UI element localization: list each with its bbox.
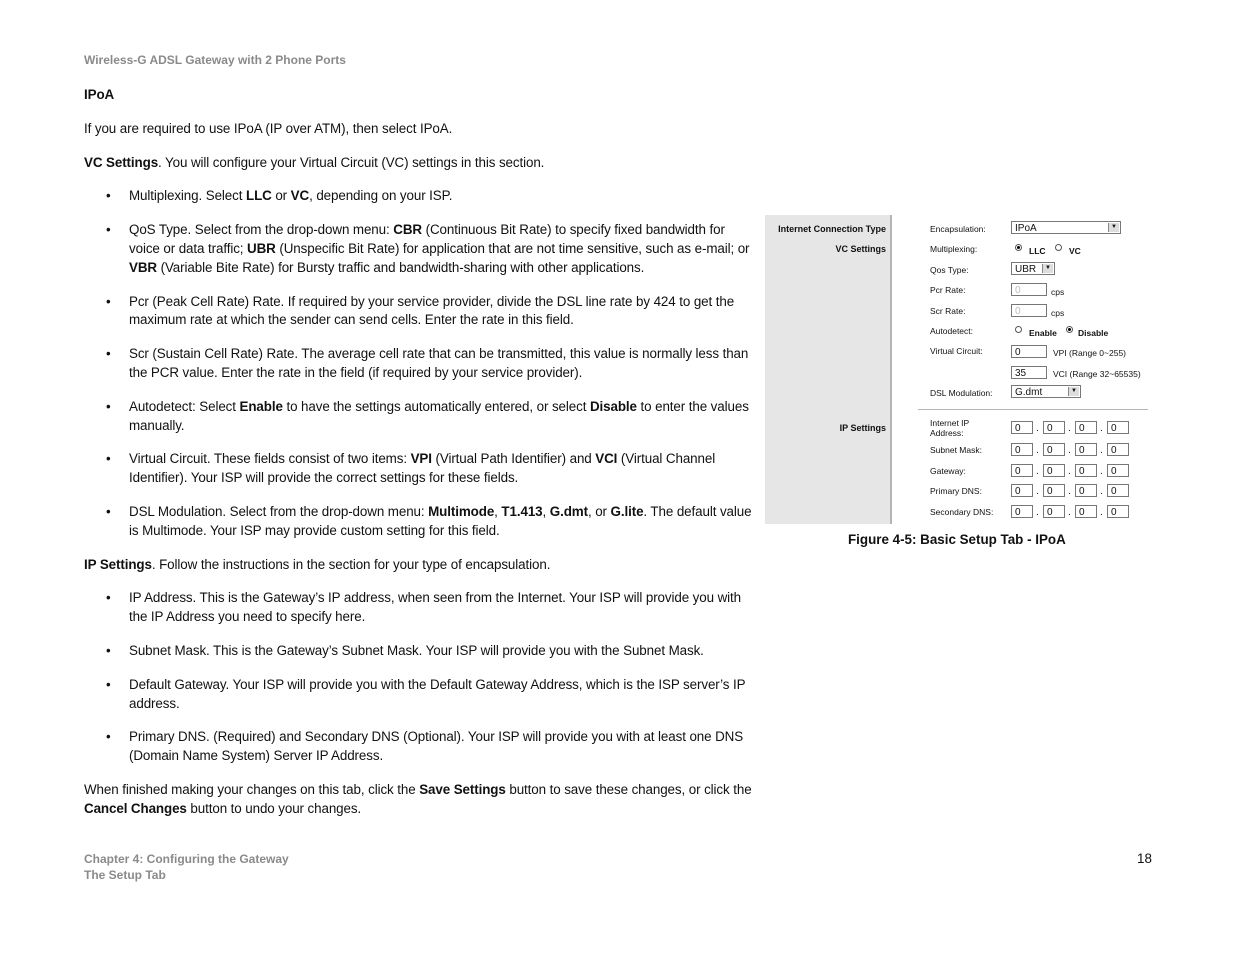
ip-octet-input[interactable]: 0 [1075, 421, 1097, 434]
footer [84, 851, 289, 883]
vc-settings-label: VC Settings [835, 244, 886, 254]
encapsulation-label: Encapsulation: [930, 224, 986, 234]
qos-type-label: Qos Type: [930, 265, 969, 275]
ip-settings-term: IP Settings [84, 556, 152, 572]
list-item: • Primary DNS. (Required) and Secondary DNS (Optional). Your ISP will provide you with at least one DNS (Domain Name System) Server IP Address. [84, 728, 759, 766]
autodetect-label: Autodetect: [930, 326, 974, 336]
chevron-down-icon: ▼ [1108, 223, 1119, 232]
subnet-octet-input[interactable]: 0 [1043, 443, 1065, 456]
list-item: • DSL Modulation. Select from the drop-down menu: Multimode, T1.413, G.dmt, or G.lite. The default value is Multimode. Your ISP may provide custom setting for this field. [84, 503, 759, 541]
disable-option-label: Disable [1078, 328, 1109, 338]
primary-dns-label: Primary DNS: [930, 486, 982, 496]
secondary-dns-octet-input[interactable]: 0 [1043, 505, 1065, 518]
list-item: • Multiplexing. Select LLC or VC, depending on your ISP. [84, 187, 759, 206]
figure-left-panel [765, 215, 890, 524]
octet-separator: . [1068, 466, 1071, 477]
vc-settings-paragraph: VC Settings. You will configure your Virtual Circuit (VC) settings in this section. [84, 154, 545, 170]
chevron-down-icon: ▼ [1042, 264, 1053, 273]
ip-settings-paragraph: IP Settings. Follow the instructions in the section for your type of encapsulation. [84, 556, 551, 572]
list-item: • IP Address. This is the Gateway’s IP address, when seen from the Internet. Your ISP will provide you with the IP Address you need to specify here. [84, 589, 759, 627]
octet-separator: . [1036, 445, 1039, 456]
gateway-octet-input[interactable]: 0 [1011, 464, 1033, 477]
secondary-dns-label: Secondary DNS: [930, 507, 994, 517]
multiplexing-label: Multiplexing: [930, 244, 978, 254]
list-item: • QoS Type. Select from the drop-down menu: CBR (Continuous Bit Rate) to specify fixed bandwidth for voice or data traffic; UBR (Unspecific Bit Rate) for application that are not time sensitive, such as e-mail; or VBR (Variable Bite Rate) for Bursty traffic and bandwidth-sharing with other applications. [84, 221, 759, 277]
vc-option-label: VC [1069, 246, 1081, 256]
section-separator [918, 409, 1148, 410]
primary-dns-octet-input[interactable]: 0 [1043, 484, 1065, 497]
octet-separator: . [1036, 507, 1039, 518]
list-item: • Pcr (Peak Cell Rate) Rate. If required by your service provider, divide the DSL line rate by 424 to get the maximum rate at which the sender can send cells. Enter the rate in this field. [84, 293, 759, 331]
vci-input[interactable]: 35 [1011, 366, 1047, 379]
section-heading: IPoA [84, 87, 115, 102]
scr-unit: cps [1051, 308, 1065, 318]
list-item: • Scr (Sustain Cell Rate) Rate. The average cell rate that can be transmitted, this value is normally less than the PCR value. Enter the rate in the field (if required by your service provider). [84, 345, 759, 383]
ip-octet-input[interactable]: 0 [1043, 421, 1065, 434]
basic-setup-screenshot [765, 215, 1150, 524]
gateway-octet-input[interactable]: 0 [1043, 464, 1065, 477]
footer-chapter: Chapter 4: Configuring the Gateway [84, 852, 289, 866]
vc-bullet-list [84, 187, 759, 540]
gateway-octet-input[interactable]: 0 [1107, 464, 1129, 477]
dsl-modulation-label: DSL Modulation: [930, 388, 993, 398]
subnet-octet-input[interactable]: 0 [1011, 443, 1033, 456]
scr-rate-label: Scr Rate: [930, 306, 966, 316]
running-header: Wireless-G ADSL Gateway with 2 Phone Ports [84, 53, 346, 67]
octet-separator: . [1100, 445, 1103, 456]
octet-separator: . [1068, 486, 1071, 497]
list-item: • Autodetect: Select Enable to have the settings automatically entered, or select Disable to enter the values manually. [84, 398, 759, 436]
octet-separator: . [1068, 507, 1071, 518]
ip-bullet-list [84, 589, 759, 766]
internet-connection-type-label: Internet Connection Type [778, 224, 886, 234]
octet-separator: . [1036, 423, 1039, 434]
ip-octet-input[interactable]: 0 [1011, 421, 1033, 434]
page-number: 18 [1137, 851, 1152, 866]
chevron-down-icon: ▼ [1068, 387, 1079, 396]
figure-divider [890, 215, 892, 524]
primary-dns-octet-input[interactable]: 0 [1011, 484, 1033, 497]
list-item: • Subnet Mask. This is the Gateway’s Subnet Mask. Your ISP will provide you with the Subnet Mask. [84, 642, 759, 661]
intro-paragraph: If you are required to use IPoA (IP over ATM), then select IPoA. [84, 120, 453, 136]
octet-separator: . [1036, 486, 1039, 497]
subnet-octet-input[interactable]: 0 [1107, 443, 1129, 456]
list-item: • Virtual Circuit. These fields consist of two items: VPI (Virtual Path Identifier) and VCI (Virtual Channel Identifier). Your ISP will provide the correct settings for these fields. [84, 450, 759, 488]
scr-rate-input[interactable]: 0 [1011, 304, 1047, 317]
figure-caption: Figure 4-5: Basic Setup Tab - IPoA [848, 532, 1066, 547]
vpi-input[interactable]: 0 [1011, 345, 1047, 358]
autodetect-enable-radio[interactable] [1015, 326, 1022, 333]
primary-dns-octet-input[interactable]: 0 [1075, 484, 1097, 497]
subnet-mask-label: Subnet Mask: [930, 445, 982, 455]
vpi-range-hint: VPI (Range 0~255) [1053, 348, 1127, 358]
list-item: • Default Gateway. Your ISP will provide you with the Default Gateway Address, which is the ISP server’s IP address. [84, 676, 759, 714]
vci-range-hint: VCI (Range 32~65535) [1053, 369, 1141, 379]
octet-separator: . [1100, 423, 1103, 434]
octet-separator: . [1068, 423, 1071, 434]
vc-settings-term: VC Settings [84, 154, 159, 170]
body-text [84, 86, 759, 834]
virtual-circuit-label: Virtual Circuit: [930, 346, 983, 356]
secondary-dns-octet-input[interactable]: 0 [1011, 505, 1033, 518]
ip-settings-label: IP Settings [839, 423, 886, 433]
pcr-unit: cps [1051, 287, 1065, 297]
ip-octet-input[interactable]: 0 [1107, 421, 1129, 434]
internet-ip-label: Internet IP Address: [930, 418, 970, 438]
llc-radio[interactable] [1015, 244, 1022, 251]
gateway-label: Gateway: [930, 466, 966, 476]
encapsulation-select[interactable]: IPoA ▼ [1011, 221, 1121, 234]
subnet-octet-input[interactable]: 0 [1075, 443, 1097, 456]
octet-separator: . [1100, 466, 1103, 477]
pcr-rate-label: Pcr Rate: [930, 285, 966, 295]
dsl-modulation-select[interactable]: G.dmt ▼ [1011, 385, 1081, 398]
footer-section: The Setup Tab [84, 868, 166, 882]
autodetect-disable-radio[interactable] [1066, 326, 1073, 333]
octet-separator: . [1036, 466, 1039, 477]
llc-option-label: LLC [1029, 246, 1046, 256]
secondary-dns-octet-input[interactable]: 0 [1075, 505, 1097, 518]
octet-separator: . [1100, 507, 1103, 518]
enable-option-label: Enable [1029, 328, 1057, 338]
secondary-dns-octet-input[interactable]: 0 [1107, 505, 1129, 518]
primary-dns-octet-input[interactable]: 0 [1107, 484, 1129, 497]
octet-separator: . [1100, 486, 1103, 497]
pcr-rate-input[interactable]: 0 [1011, 283, 1047, 296]
closing-paragraph: When finished making your changes on this tab, click the Save Settings button to save these changes, or click the Cancel Changes button to undo your changes. [84, 781, 752, 816]
octet-separator: . [1068, 445, 1071, 456]
gateway-octet-input[interactable]: 0 [1075, 464, 1097, 477]
qos-type-select[interactable]: UBR ▼ [1011, 262, 1055, 275]
vc-radio[interactable] [1055, 244, 1062, 251]
